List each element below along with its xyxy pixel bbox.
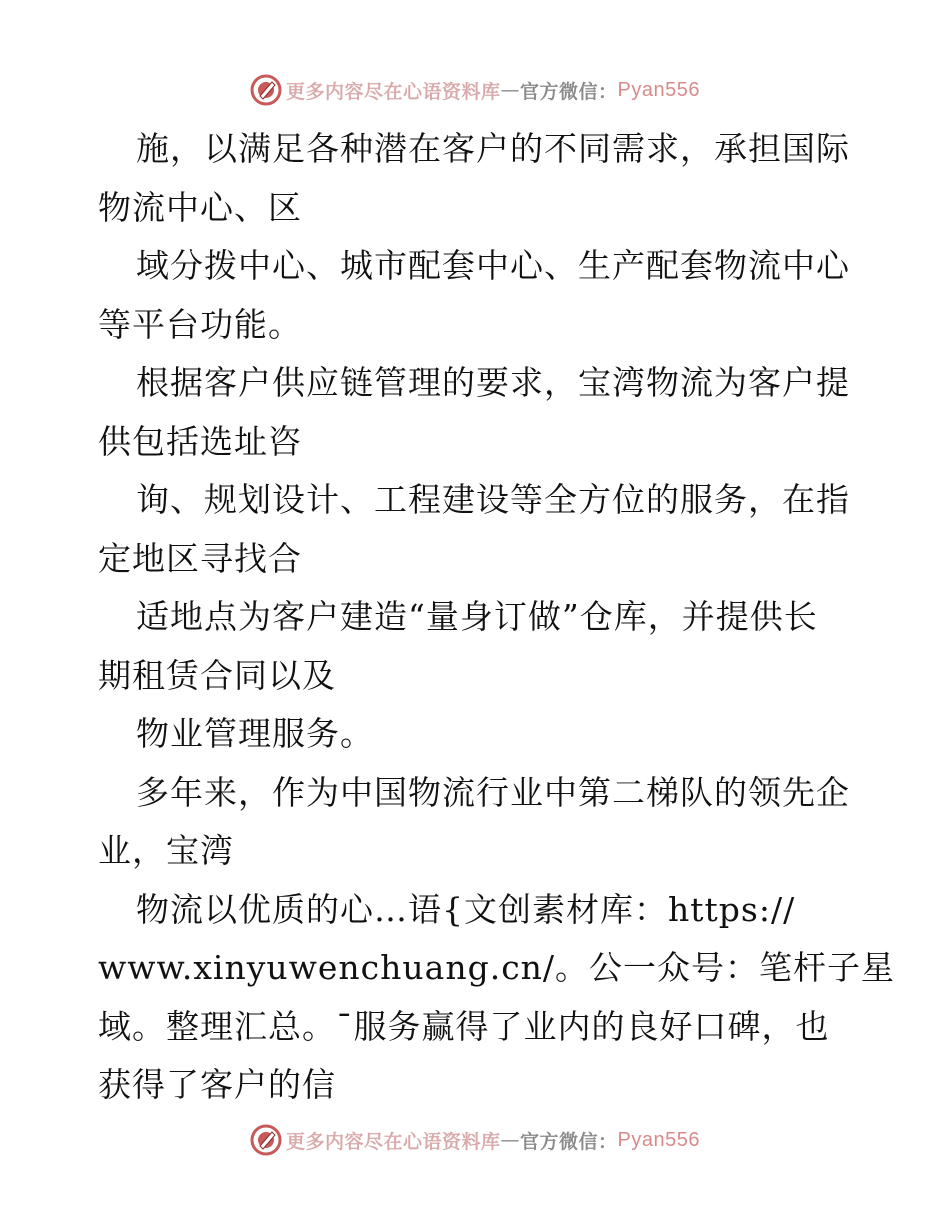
pen-logo-icon [250,1124,282,1156]
text-line: 域分拨中心、城市配套中心、生产配套物流中心 [136,246,850,285]
footer-site-text: 更多内容尽在心语资料库 [286,1130,501,1153]
text-line: 域。整理汇总。¯服务赢得了业内的良好口碑，也 [98,1006,830,1046]
header-site-text: 更多内容尽在心语资料库 [286,80,501,103]
text-line: 物业管理服务。 [136,714,374,753]
text-line: 根据客户供应链管理的要求，宝湾物流为客户提 [136,363,850,402]
text-line: 适地点为客户建造“量身订做”仓库，并提供长 [136,597,818,636]
text-line: 多年来，作为中国物流行业中第二梯队的领先企 [136,772,850,812]
text-line: 等平台功能。 [98,304,302,344]
document-body [98,120,896,1115]
text-line: 询、规划设计、工程建设等全方位的服务，在指 [136,480,850,519]
text-line: 施，以满足各种潜在客户的不同需求，承担国际 [136,129,850,168]
footer-wechat-label: 官方微信： [520,1130,618,1153]
text-line-url: www.xinyuwenchuang.cn/。公一众号：笔杆子星 [98,948,896,987]
text-line: 物流中心、区 [98,187,302,227]
header-banner [0,70,950,110]
text-line: 物流以优质的心…语{文创素材库：https:// [136,889,796,929]
footer-banner [0,1120,950,1160]
header-separator: — [500,79,521,101]
footer-separator: — [500,1129,521,1151]
header-wechat-id: Pyan556 [617,78,700,101]
text-line: 供包括选址咨 [98,421,302,461]
header-wechat-label: 官方微信： [520,80,618,103]
footer-wechat-id: Pyan556 [617,1128,700,1151]
text-line: 定地区寻找合 [98,538,302,578]
text-line: 期租赁合同以及 [98,655,336,695]
text-line: 获得了客户的信 [98,1065,336,1104]
pen-logo-icon [250,74,282,106]
text-line: 业，宝湾 [98,831,234,870]
